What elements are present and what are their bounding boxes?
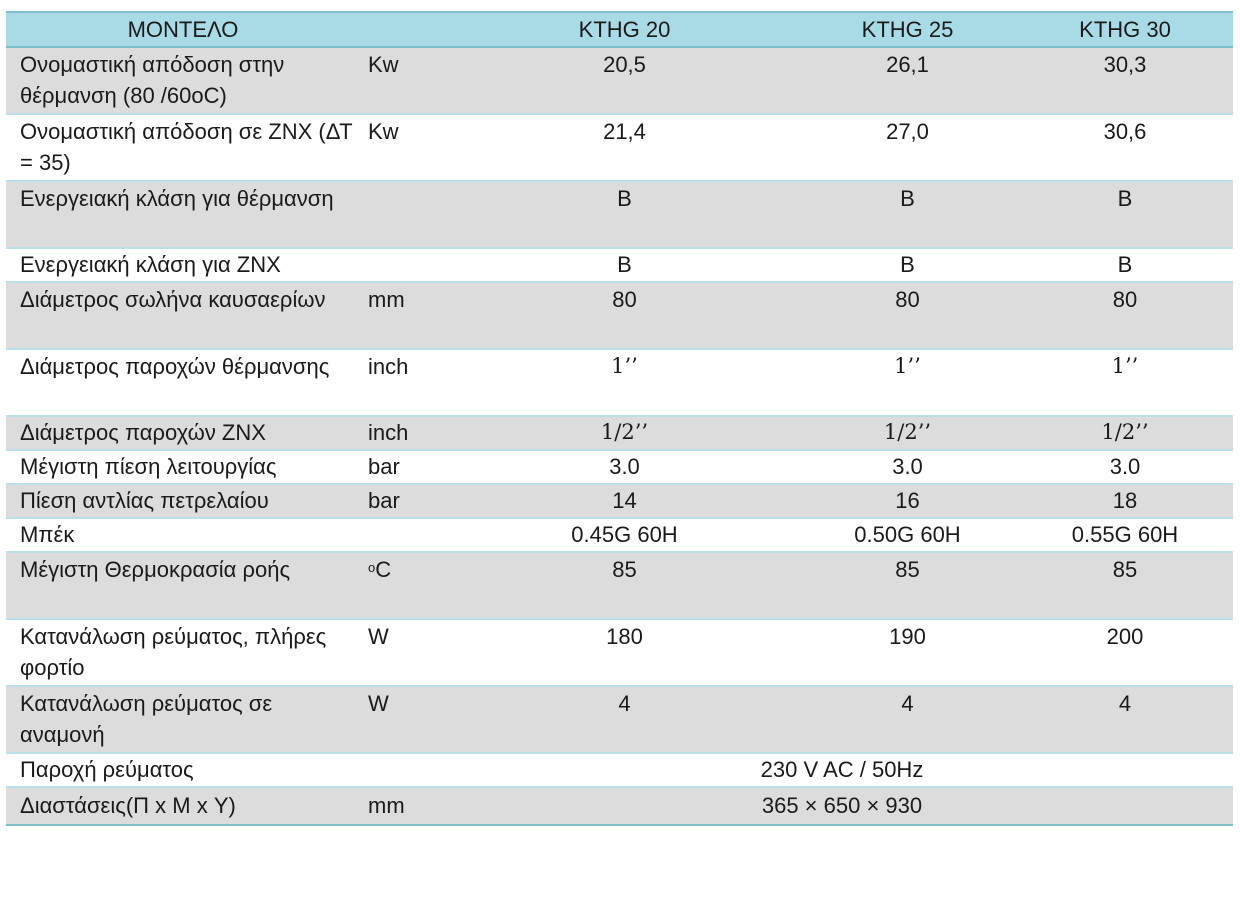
row-label: Διαστάσεις(Π x Μ x Υ): [6, 787, 360, 825]
row-value: 14: [451, 484, 798, 518]
spec-sheet: [6, 11, 1233, 826]
row-label: Ονομαστική απόδοση στην θέρμανση (80 /60oC): [6, 47, 360, 114]
row-label: Μέγιστη πίεση λειτουργίας: [6, 450, 360, 484]
table-row: [6, 181, 1233, 248]
row-value: 1/2’’: [451, 416, 798, 450]
table-row: [6, 349, 1233, 416]
row-value: 3.0: [1017, 450, 1233, 484]
row-unit: bar: [360, 450, 451, 484]
table-row: [6, 248, 1233, 282]
row-value: 80: [1017, 282, 1233, 349]
row-value: 18: [1017, 484, 1233, 518]
row-unit: [360, 753, 451, 787]
row-label: Μπέκ: [6, 518, 360, 552]
row-value: B: [451, 181, 798, 248]
row-unit: W: [360, 619, 451, 686]
table-row: [6, 47, 1233, 114]
row-value: B: [451, 248, 798, 282]
row-value: 80: [798, 282, 1017, 349]
row-value: 30,3: [1017, 47, 1233, 114]
header-row: [6, 12, 1233, 47]
row-label: Διάμετρος σωλήνα καυσαερίων: [6, 282, 360, 349]
row-value: 21,4: [451, 114, 798, 181]
row-value: 1/2’’: [1017, 416, 1233, 450]
row-value: B: [1017, 181, 1233, 248]
row-unit: bar: [360, 484, 451, 518]
row-value: 3.0: [798, 450, 1017, 484]
row-value: 80: [451, 282, 798, 349]
row-span-value: 365 × 650 × 930: [451, 787, 1233, 825]
header-model-kthg30: KTHG 30: [1017, 12, 1233, 47]
row-value: 85: [798, 552, 1017, 619]
row-value: 1’’: [798, 349, 1017, 416]
row-label: Ενεργειακή κλάση για ZNX: [6, 248, 360, 282]
row-label: Διάμετρος παροχών θέρμανσης: [6, 349, 360, 416]
table-row: [6, 753, 1233, 787]
row-value: 1’’: [1017, 349, 1233, 416]
row-value: 16: [798, 484, 1017, 518]
table-row: [6, 282, 1233, 349]
table-row: [6, 484, 1233, 518]
row-value: 3.0: [451, 450, 798, 484]
row-value: 27,0: [798, 114, 1017, 181]
row-value: B: [1017, 248, 1233, 282]
header-model-kthg20: KTHG 20: [451, 12, 798, 47]
row-value: 0.45G 60H: [451, 518, 798, 552]
row-value: 85: [451, 552, 798, 619]
table-row: [6, 450, 1233, 484]
row-unit: mm: [360, 282, 451, 349]
row-value: B: [798, 181, 1017, 248]
table-row: [6, 518, 1233, 552]
row-unit: [360, 518, 451, 552]
row-unit: W: [360, 686, 451, 753]
row-unit: [360, 181, 451, 248]
row-value: 20,5: [451, 47, 798, 114]
row-value: 26,1: [798, 47, 1017, 114]
row-value: 4: [1017, 686, 1233, 753]
row-unit: Kw: [360, 114, 451, 181]
row-value: B: [798, 248, 1017, 282]
row-value: 30,6: [1017, 114, 1233, 181]
row-unit: [360, 552, 451, 619]
table-row: [6, 787, 1233, 825]
row-unit: inch: [360, 416, 451, 450]
row-value: 85: [1017, 552, 1233, 619]
row-label: Μέγιστη Θερμοκρασία ροής: [6, 552, 360, 619]
row-label: Κατανάλωση ρεύματος, πλήρες φορτίο: [6, 619, 360, 686]
degree-mark: o: [368, 560, 376, 575]
row-value: 1/2’’: [798, 416, 1017, 450]
row-value: 180: [451, 619, 798, 686]
row-value: 0.55G 60H: [1017, 518, 1233, 552]
row-value: 4: [798, 686, 1017, 753]
table-row: [6, 416, 1233, 450]
row-span-value: 230 V AC / 50Hz: [451, 753, 1233, 787]
header-model-kthg25: KTHG 25: [798, 12, 1017, 47]
row-label: Παροχή ρεύματος: [6, 753, 360, 787]
row-value: 4: [451, 686, 798, 753]
header-model-label: ΜΟΝΤΕΛΟ: [6, 12, 360, 47]
row-value: 190: [798, 619, 1017, 686]
row-unit: mm: [360, 787, 451, 825]
header-unit: [360, 12, 451, 47]
table-row: [6, 114, 1233, 181]
row-label: Κατανάλωση ρεύματος σε αναμονή: [6, 686, 360, 753]
spec-table: [6, 11, 1233, 826]
row-value: 1’’: [451, 349, 798, 416]
table-row: [6, 619, 1233, 686]
row-label: Ονομαστική απόδοση σε ZNX (ΔΤ = 35): [6, 114, 360, 181]
row-value: 0.50G 60H: [798, 518, 1017, 552]
row-label: Διάμετρος παροχών ZNX: [6, 416, 360, 450]
unit-text: C: [375, 557, 392, 582]
row-unit: Kw: [360, 47, 451, 114]
table-row: [6, 552, 1233, 619]
row-unit: [360, 248, 451, 282]
row-unit: inch: [360, 349, 451, 416]
table-row: [6, 686, 1233, 753]
row-value: 200: [1017, 619, 1233, 686]
row-label: Ενεργειακή κλάση για θέρμανση: [6, 181, 360, 248]
row-label: Πίεση αντλίας πετρελαίου: [6, 484, 360, 518]
